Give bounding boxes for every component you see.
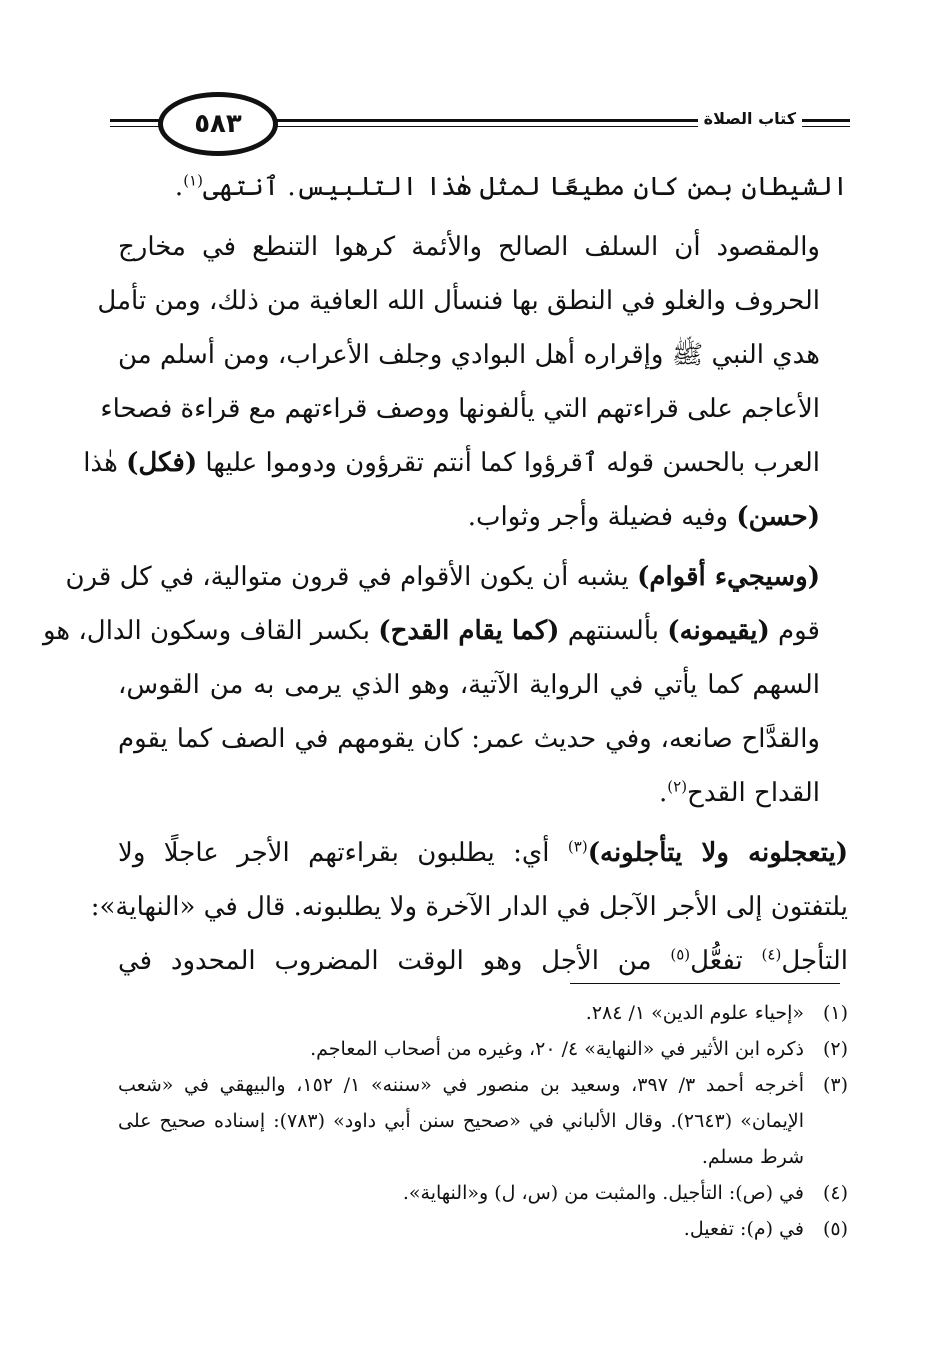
quoted-term: (يتعجلونه ولا يتأجلونه) (587, 838, 848, 868)
footnote-ref: (١) (183, 171, 203, 190)
quoted-term: (فكل) (126, 448, 198, 478)
paragraph-3 (43, 550, 848, 820)
text-line (118, 934, 848, 988)
quoted-term: (كما يقام القدح) (378, 616, 560, 646)
footnote-number: (٢) (822, 1038, 848, 1060)
main-text (43, 160, 849, 994)
footnote-item (118, 995, 848, 1031)
text-line: الأعاجم على قراءتهم التي يألفونها ووصف قراءتهم مع قراءة فصحاء (100, 394, 820, 424)
text-run: بكسر القاف وسكون الدال، هو (43, 616, 371, 646)
footnote-ref: (٣) (567, 837, 588, 856)
footnote-number: (٣) (822, 1074, 848, 1096)
text-run: قوم (778, 616, 820, 646)
paragraph-2 (83, 220, 848, 544)
footnote-ref: (٤) (761, 945, 782, 964)
text-run: . (659, 778, 668, 808)
text-run: أي: يطلبون بقراءتهم الأجر عاجلًا ولا (118, 838, 550, 868)
text-run: هٰذا (83, 448, 118, 478)
text-run: التأجل (781, 946, 849, 976)
text-line (118, 766, 848, 820)
text-run: وفيه فضيلة وأجر وثواب. (467, 502, 729, 532)
text-line: يلتفتون إلى الأجر الآجل في الدار الآخرة ولا يطلبونه. قال في «النهاية»: (90, 892, 848, 922)
page-number: ٥٨٣ (194, 109, 242, 139)
text-line (118, 490, 848, 544)
text-run: الشيطان بمن كان مطيعًا لمثل هٰذا التلبيس. ٱنتهى (202, 172, 848, 202)
quoted-term: (وسيجيء أقوام) (637, 562, 820, 592)
footnote-ref: (٢) (667, 777, 688, 796)
footnotes (118, 995, 848, 1247)
text-run: العرب بالحسن قوله ٱقرؤوا كما أنتم تقرؤون ودوموا عليها (205, 448, 820, 478)
text-run: تفعُّل (690, 946, 743, 976)
text-line (65, 550, 848, 604)
text-run: . (174, 172, 184, 202)
footnote-text: ذكره ابن الأثير في «النهاية» ٤/ ٢٠، وغيره من أصحاب المعاجم. (310, 1038, 804, 1060)
footnote-item (118, 1067, 848, 1175)
page-number-oval (158, 92, 278, 156)
footnote-item (118, 1211, 848, 1247)
quoted-term: (حسن) (736, 502, 820, 532)
text-line: والمقصود أن السلف الصالح والأئمة كرهوا التنطع في مخارج (118, 232, 820, 262)
page-header (110, 92, 850, 162)
footnote-number: (٥) (822, 1218, 848, 1240)
footnote-item (118, 1031, 848, 1067)
text-run: يشبه أن يكون الأقوام في قرون متوالية، في كل قرن (65, 562, 629, 592)
footnote-ref: (٥) (670, 945, 691, 964)
footnote-number: (١) (822, 1002, 848, 1024)
text-line: السهم كما يأتي في الرواية الآتية، وهو الذي يرمى به من القوس، (118, 670, 820, 700)
running-title: كتاب الصلاة (698, 109, 802, 128)
text-line: الحروف والغلو في النطق بها فنسأل الله العافية من ذلك، ومن تأمل (97, 286, 820, 316)
quoted-term: (يقيمونه) (667, 616, 770, 646)
footnote-separator (570, 983, 840, 984)
paragraph-1 (118, 160, 848, 214)
text-line: هدي النبي ﷺ وإقراره أهل البوادي وجلف الأعراب، ومن أسلم من (118, 340, 820, 370)
text-run: من الأجل وهو الوقت المضروب المحدود في (118, 946, 652, 976)
footnote-item (118, 1175, 848, 1211)
text-line (83, 436, 848, 490)
paragraph-4 (90, 826, 849, 988)
text-run: القداح القدح (687, 778, 820, 808)
footnote-text: في (ص): التأجيل. والمثبت من (س، ل) و«النهاية». (402, 1182, 804, 1204)
footnote-text: أخرجه أحمد ٣/ ٣٩٧، وسعيد بن منصور في «سننه» ١/ ١٥٢، والبيهقي في «شعب الإيمان» (٢٦٤٣). وقال الألباني في «صحيح سنن أبي داود» (٧٨٣): إسناده صحيح على شرط مسلم. (118, 1074, 804, 1168)
text-line (118, 826, 848, 880)
text-line (43, 604, 848, 658)
footnote-text: «إحياء علوم الدين» ١/ ٢٨٤. (585, 1002, 804, 1024)
footnote-number: (٤) (822, 1182, 848, 1204)
text-line: والقدَّاح صانعه، وفي حديث عمر: كان يقومهم في الصف كما يقوم (118, 724, 820, 754)
text-line (118, 160, 848, 214)
footnote-text: في (م): تفعيل. (683, 1218, 804, 1240)
text-run: بألسنتهم (567, 616, 660, 646)
